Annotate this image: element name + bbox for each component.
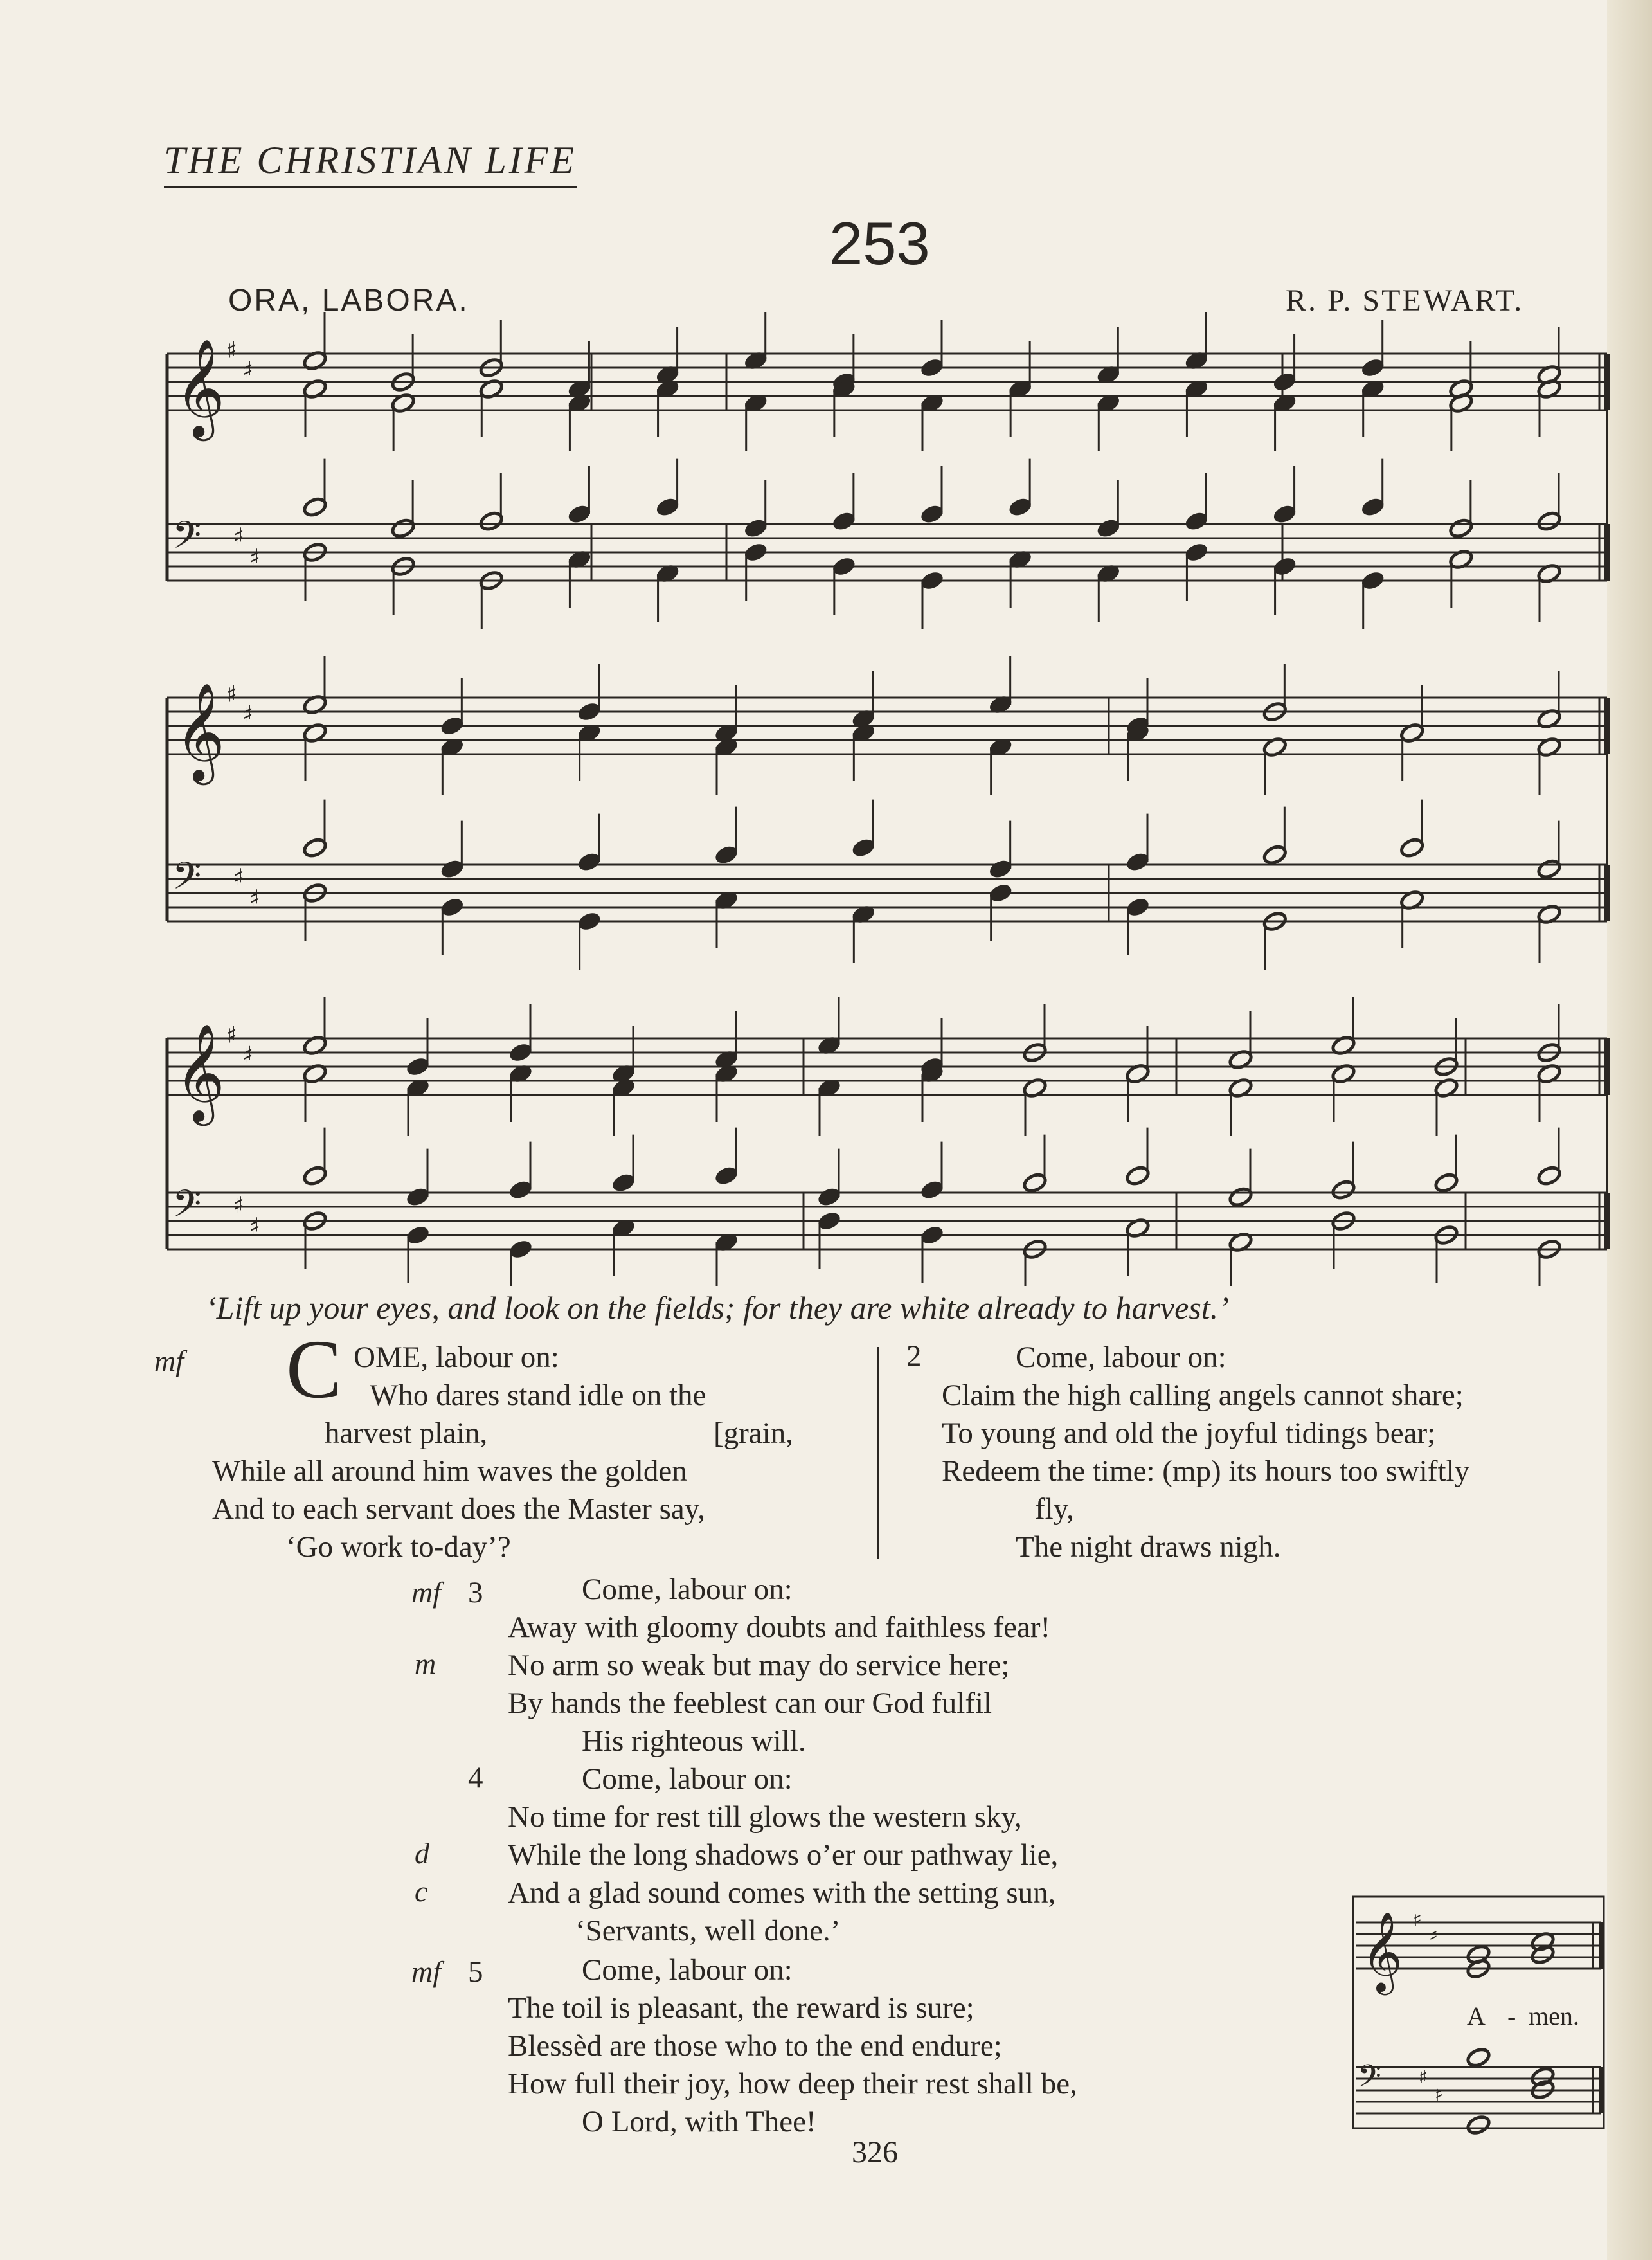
sharp-sign: ♯ [233, 1191, 245, 1218]
verse1-line: ‘Go work to-day’? [286, 1530, 511, 1564]
note [1530, 2079, 1556, 2101]
verse1-line: OME, labour on: [354, 1341, 559, 1374]
verse2-line: Come, labour on: [1016, 1341, 1226, 1374]
verse2-line: The night draws nigh. [1016, 1530, 1281, 1564]
sharp-sign: ♯ [1419, 2066, 1428, 2088]
verse3-line: Come, labour on: [582, 1573, 793, 1606]
sharp-sign: ♯ [242, 701, 254, 728]
verse4-dynamic: c [415, 1875, 428, 1908]
verse4-line: While the long shadows o’er our pathway lie, [508, 1838, 1059, 1872]
verse2-line: To young and old the joyful tidings bear; [942, 1416, 1436, 1450]
verse3-line: Away with gloomy doubts and faithless fear! [508, 1611, 1051, 1644]
verse2-line: Claim the high calling angels cannot share; [942, 1379, 1464, 1412]
sharp-sign: ♯ [242, 1042, 254, 1069]
verse5-line: Blessèd are those who to the end endure; [508, 2029, 1002, 2063]
verse4-line: No time for rest till glows the western sky, [508, 1800, 1022, 1834]
note [1530, 1944, 1556, 1966]
bass-clef: 𝄢 [172, 513, 202, 566]
note [1530, 1931, 1556, 1953]
sharp-sign: ♯ [1429, 1924, 1438, 1947]
page-number: 326 [852, 2135, 898, 2169]
verse2-line: fly, [1035, 1492, 1074, 1526]
verse5-line: The toil is pleasant, the reward is sure; [508, 1991, 974, 2025]
verse1-dynamic: mf [154, 1344, 184, 1377]
sharp-sign: ♯ [1435, 2083, 1444, 2106]
verse3-dynamic: m [415, 1647, 436, 1680]
verse5-number: 5 [468, 1955, 483, 1989]
scripture-motto: ‘Lift up your eyes, and look on the fields; for they are white already to harvest.’ [206, 1290, 1229, 1326]
verse1-line: harvest plain, [325, 1416, 488, 1450]
verse1-line: And to each servant does the Master say, [212, 1492, 705, 1526]
note [1466, 1944, 1491, 1966]
sharp-sign: ♯ [226, 1022, 238, 1049]
sharp-sign: ♯ [233, 863, 245, 890]
sharp-sign: ♯ [1413, 1908, 1422, 1931]
verse3-line: No arm so weak but may do service here; [508, 1649, 1010, 1682]
verse4-number: 4 [468, 1761, 483, 1794]
sharp-sign: ♯ [249, 544, 261, 571]
note [1466, 2114, 1491, 2136]
bass-clef: 𝄢 [172, 1182, 202, 1235]
verse3-line: By hands the feeblest can our God fulfil [508, 1686, 992, 1720]
verse4-line: ‘Servants, well done.’ [575, 1914, 841, 1948]
note [1466, 2047, 1491, 2068]
verse3-number: 3 [468, 1576, 483, 1609]
treble-clef: 𝄞 [1361, 1912, 1403, 1992]
verse2-number: 2 [906, 1339, 922, 1373]
sharp-sign: ♯ [249, 1213, 261, 1240]
amen-syllable: - [1507, 2002, 1516, 2030]
verse1-line: Who dares stand idle on the [370, 1379, 706, 1412]
sharp-sign: ♯ [242, 357, 254, 384]
amen-syllable: men. [1529, 2002, 1579, 2030]
verse5-line: O Lord, with Thee! [582, 2105, 816, 2138]
drop-cap: C [286, 1323, 342, 1416]
treble-clef: 𝄞 [175, 682, 226, 781]
verse5-dynamic: mf [411, 1955, 441, 1988]
verse1-line: While all around him waves the golden [212, 1454, 687, 1488]
note [1466, 1958, 1491, 1980]
running-title: THE CHRISTIAN LIFE [164, 138, 577, 188]
treble-clef: 𝄞 [175, 1023, 226, 1122]
sharp-sign: ♯ [233, 523, 245, 550]
amen-syllable: A [1467, 2002, 1486, 2030]
verse4-line: And a glad sound comes with the setting sun, [508, 1876, 1056, 1910]
sharp-sign: ♯ [226, 681, 238, 708]
column-divider [877, 1347, 879, 1559]
note [1530, 2066, 1556, 2088]
composer: R. P. STEWART. [1286, 284, 1524, 318]
sharp-sign: ♯ [249, 885, 261, 912]
hymn-number: 253 [829, 210, 930, 277]
verse5-line: How full their joy, how deep their rest shall be, [508, 2067, 1077, 2101]
verse4-line: Come, labour on: [582, 1762, 793, 1796]
sharp-sign: ♯ [226, 337, 238, 364]
bass-clef: 𝄢 [1358, 2058, 1382, 2102]
verse3-dynamic: mf [411, 1576, 441, 1609]
verse4-dynamic: d [415, 1837, 429, 1870]
treble-clef: 𝄞 [175, 338, 226, 437]
verse5-line: Come, labour on: [582, 1953, 793, 1987]
bass-clef: 𝄢 [172, 854, 202, 907]
tune-name: ORA, LABORA. [228, 284, 469, 318]
verse2-line: Redeem the time: (mp) its hours too swiftly [942, 1454, 1470, 1488]
verse3-line: His righteous will. [582, 1724, 806, 1758]
verse1-line: [grain, [714, 1416, 793, 1450]
